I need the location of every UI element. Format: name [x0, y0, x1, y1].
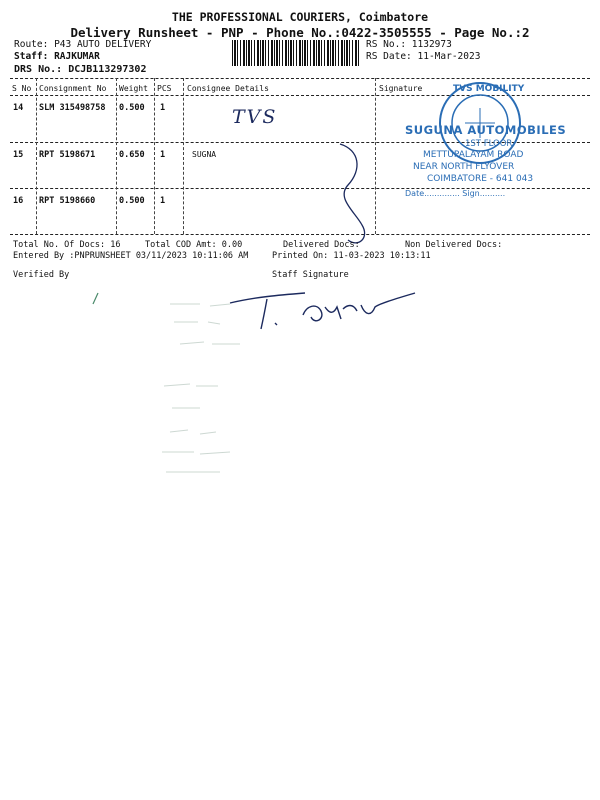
- cell-sno: 14: [13, 103, 24, 113]
- rs-date-label: RS Date:: [366, 51, 412, 62]
- drs-label: DRS No.:: [14, 64, 63, 75]
- cell-sno: 15: [13, 150, 24, 160]
- total-docs: Total No. Of Docs: 16: [13, 240, 121, 250]
- cell-weight: 0.650: [119, 150, 145, 160]
- route-value: P43 AUTO DELIVERY: [54, 39, 152, 50]
- stamp-line-5: Date.............. Sign..........: [405, 189, 506, 198]
- rs-no-value: 1132973: [411, 39, 452, 50]
- cell-consignment: RPT 5198671: [39, 150, 96, 160]
- cell-pcs: 1: [160, 103, 166, 113]
- verified-by: Verified By: [13, 270, 70, 280]
- staff-signature-label: Staff Signature: [272, 270, 349, 280]
- barcode: [232, 40, 360, 66]
- col-header-consignment: Consignment No: [39, 84, 107, 93]
- stamp-line-2: METTUPALAYAM ROAD: [423, 150, 524, 160]
- drs-value: DCJB113297302: [68, 64, 147, 75]
- handwritten-loop: [300, 140, 390, 250]
- rs-no-line: [366, 39, 452, 50]
- stamp-line-4: COIMBATORE - 641 043: [427, 174, 534, 184]
- cell-pcs: 1: [160, 150, 166, 160]
- drs-line: [14, 64, 146, 75]
- col-sep: [116, 78, 117, 234]
- delivered-docs: Delivered Docs:: [283, 240, 360, 250]
- total-cod: Total COD Amt: 0.00: [145, 240, 243, 250]
- company-title: THE PROFESSIONAL COURIERS, Coimbatore: [171, 10, 429, 24]
- route-label: Route:: [14, 39, 49, 50]
- cell-weight: 0.500: [119, 196, 145, 206]
- rs-date-line: [366, 51, 480, 62]
- col-header-consignee: Consignee Details: [187, 84, 269, 93]
- handwritten-tvs: TVS: [232, 106, 278, 128]
- bleed-through-marks: [160, 300, 280, 490]
- stamp-line-1: 1ST FLOOR: [465, 139, 513, 149]
- cell-weight: 0.500: [119, 103, 145, 113]
- col-header-signature: Signature: [379, 84, 423, 93]
- cell-consignee: SUGNA: [192, 150, 217, 159]
- staff-value: RAJKUMAR: [54, 51, 100, 62]
- route-line: [14, 39, 151, 50]
- printed-on: Printed On: 11-03-2023 10:13:11: [272, 251, 431, 261]
- col-sep: [183, 78, 184, 234]
- stamp-name: SUGUNA AUTOMOBILES: [405, 123, 567, 137]
- cell-sno: 16: [13, 196, 24, 206]
- company-stamp: [395, 78, 575, 213]
- rs-no-label: RS No.:: [366, 39, 407, 50]
- col-sep: [36, 78, 37, 234]
- stamp-line-3: NEAR NORTH FLYOVER: [413, 162, 515, 172]
- cell-consignment: RPT 5198660: [39, 196, 96, 206]
- col-header-pcs: PCS: [157, 84, 172, 93]
- col-header-sno: S No: [12, 84, 32, 93]
- non-delivered-docs: Non Delivered Docs:: [405, 240, 503, 250]
- speck-mark-icon: [90, 292, 100, 306]
- cell-consignment: SLM 315498758: [39, 103, 106, 113]
- runsheet-title: Delivery Runsheet - PNP - Phone No.:0422-3505555 - Page No.:2: [70, 25, 530, 40]
- cell-pcs: 1: [160, 196, 166, 206]
- col-sep: [154, 78, 155, 234]
- col-header-weight: Weight: [119, 84, 148, 93]
- staff-label: Staff:: [14, 51, 49, 62]
- staff-line: [14, 51, 100, 62]
- rs-date-value: 11-Mar-2023: [417, 51, 481, 62]
- stamp-ring-text: TVS MOBILITY: [453, 84, 525, 94]
- entered-by: Entered By :PNPRUNSHEET 03/11/2023 10:11:06 AM: [13, 251, 249, 261]
